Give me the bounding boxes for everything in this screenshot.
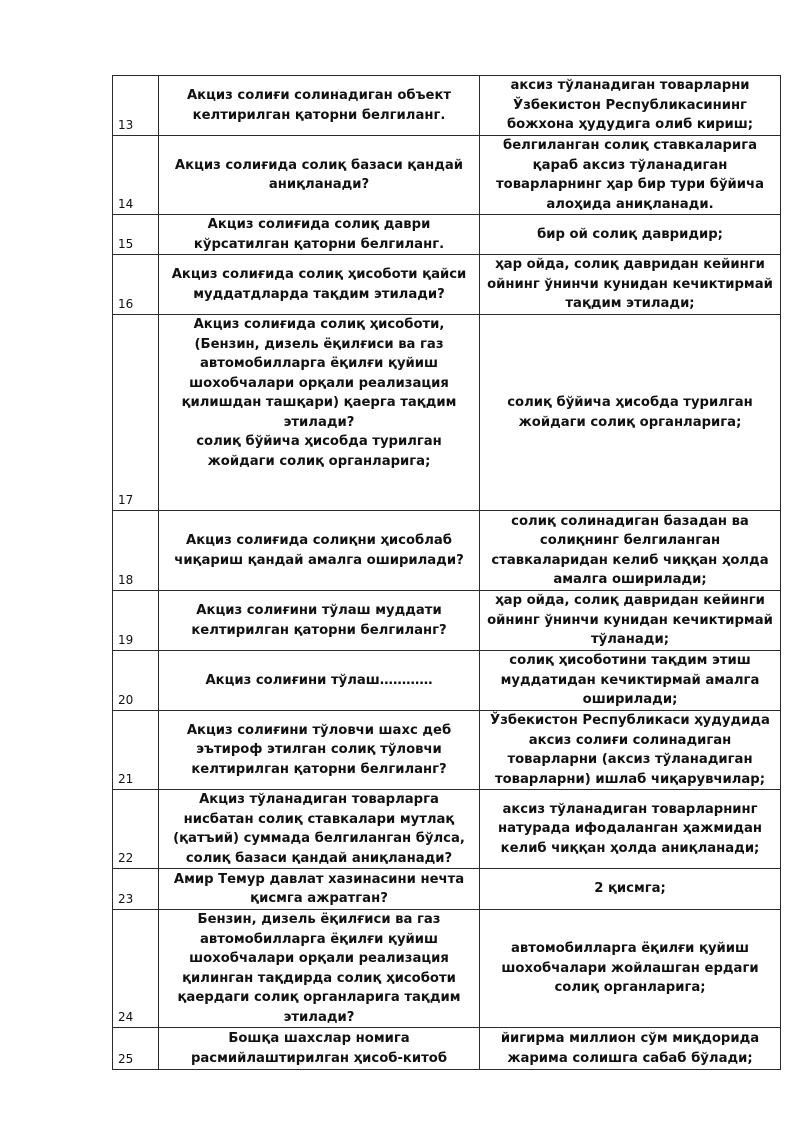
question-cell [159, 790, 480, 869]
question-cell [159, 651, 480, 711]
question-text: Акциз солиғида солиқни ҳисоблаб чиқариш қандай амалга оширилади? [174, 533, 464, 568]
row-number: 24 [113, 910, 159, 1028]
table-row [113, 1028, 781, 1070]
table-row [113, 215, 781, 255]
answer-cell [480, 1028, 781, 1070]
question-text: Акциз солиғида солиқ ҳисоботи, (Бензин, дизель ёқилғиси ва газ автомобилларга ёқилғи қуйиш шохобчалари орқали реализация қилишдан ташқари) қаерга тақдим этилади? солиқ бўйича ҳисобда турилган жойдаги солиқ органларига; [181, 317, 457, 469]
table-row [113, 511, 781, 591]
answer-text: ҳар ойда, солиқ давридан кейинги ойнинг ўнинчи кунидан кечиктирмай тақдим этилади; [487, 257, 773, 312]
row-number: 17 [113, 315, 159, 511]
question-cell [159, 76, 480, 136]
answer-text: солиқ ҳисоботини тақдим этиш муддатидан кечиктирмай амалга оширилади; [500, 653, 760, 708]
answer-text: аксиз тўланадиган товарларнинг натурада ифодаланган ҳажмидан келиб чиққан ҳолда аниқланади; [497, 801, 763, 856]
row-number: 21 [113, 711, 159, 790]
qa-table [112, 75, 781, 1070]
question-text: Бошқа шахслар номига расмийлаштирилган ҳисоб-китоб [190, 1031, 448, 1066]
question-cell [159, 136, 480, 215]
table-row [113, 651, 781, 711]
answer-text: йигирма миллион сўм миқдорида жарима солишга сабаб бўлади; [500, 1031, 760, 1066]
answer-cell [480, 910, 781, 1028]
question-text: Акциз солиғи солинадиган объект келтирилган қаторни белгиланг. [186, 88, 452, 123]
answer-text: автомобилларга ёқилғи қуйиш шохобчалари жойлашган ердаги солиқ органларига; [501, 941, 759, 996]
table-row [113, 910, 781, 1028]
question-text: Амир Темур давлат хазинасини нечта қисмга ажратган? [173, 871, 465, 906]
table-row [113, 136, 781, 215]
answer-cell [480, 255, 781, 315]
question-text: Акциз солиғида солиқ даври кўрсатилган қаторни белгиланг. [193, 217, 445, 252]
question-cell [159, 315, 480, 511]
answer-cell [480, 215, 781, 255]
table-row [113, 315, 781, 511]
answer-text: аксиз тўланадиган товарларни Ўзбекистон Республикасининг божхона ҳудудига олиб кириш; [506, 78, 754, 133]
row-number: 23 [113, 869, 159, 910]
question-cell [159, 869, 480, 910]
answer-text: ҳар ойда, солиқ давридан кейинги ойнинг ўнинчи кунидан кечиктирмай тўланади; [487, 593, 773, 648]
answer-text: бир ой солиқ давридир; [537, 226, 723, 242]
row-number: 16 [113, 255, 159, 315]
row-number: 22 [113, 790, 159, 869]
question-cell [159, 591, 480, 651]
row-number: 14 [113, 136, 159, 215]
answer-cell [480, 591, 781, 651]
table-row [113, 591, 781, 651]
question-text: Акциз тўланадиган товарларга нисбатан солиқ ставкалари мутлақ (қатъий) суммада белгиланган бўлса, солиқ базаси қандай аниқланади? [173, 792, 465, 866]
question-text: Бензин, дизель ёқилғиси ва газ автомобилларга ёқилғи қуйиш шохобчалари орқали реализация қилинган тақдирда солиқ ҳисоботи қаердаги солиқ органларига тақдим этилади? [177, 912, 461, 1025]
row-number: 13 [113, 76, 159, 136]
row-number: 25 [113, 1028, 159, 1070]
question-text: Акциз солиғини тўловчи шахс деб эътироф этилган солиқ тўловчи келтирилган қаторни белгиланг? [186, 722, 452, 777]
answer-cell [480, 651, 781, 711]
answer-text: 2 қисмга; [594, 881, 666, 897]
answer-cell [480, 711, 781, 790]
question-cell [159, 910, 480, 1028]
question-cell [159, 1028, 480, 1070]
answer-cell [480, 790, 781, 869]
table-row [113, 869, 781, 910]
answer-text: солиқ солинадиган базадан ва солиқнинг белгиланган ставкаларидан келиб чиққан ҳолда амалга оширилади; [491, 513, 769, 587]
question-text: Акциз солиғида солиқ ҳисоботи қайси муддатдларда тақдим этилади? [171, 267, 467, 302]
answer-cell [480, 511, 781, 591]
row-number: 19 [113, 591, 159, 651]
question-text: Акциз солиғини тўлаш………… [205, 672, 433, 688]
question-cell [159, 215, 480, 255]
answer-cell [480, 76, 781, 136]
question-cell [159, 511, 480, 591]
table-row [113, 76, 781, 136]
question-cell [159, 711, 480, 790]
question-text: Акциз солиғида солиқ базаси қандай аниқланади? [174, 157, 464, 192]
table-row [113, 711, 781, 790]
answer-text: белгиланган солиқ ставкаларига қараб аксиз тўланадиган товарларнинг ҳар бир тури бўйича алоҳида аниқланади. [496, 138, 764, 212]
table-row [113, 255, 781, 315]
answer-cell [480, 869, 781, 910]
answer-cell [480, 136, 781, 215]
question-cell [159, 255, 480, 315]
answer-text: Ўзбекистон Республикаси ҳудудида аксиз солиғи солинадиган товарларни (аксиз тўланадиган товарларни) ишлаб чиқарувчилар; [490, 713, 770, 787]
row-number: 15 [113, 215, 159, 255]
row-number: 20 [113, 651, 159, 711]
answer-text: солиқ бўйича ҳисобда турилган жойдаги солиқ органларига; [507, 395, 753, 430]
table-row [113, 790, 781, 869]
answer-cell [480, 315, 781, 511]
row-number: 18 [113, 511, 159, 591]
question-text: Акциз солиғини тўлаш муддати келтирилган қаторни белгиланг? [191, 603, 447, 638]
